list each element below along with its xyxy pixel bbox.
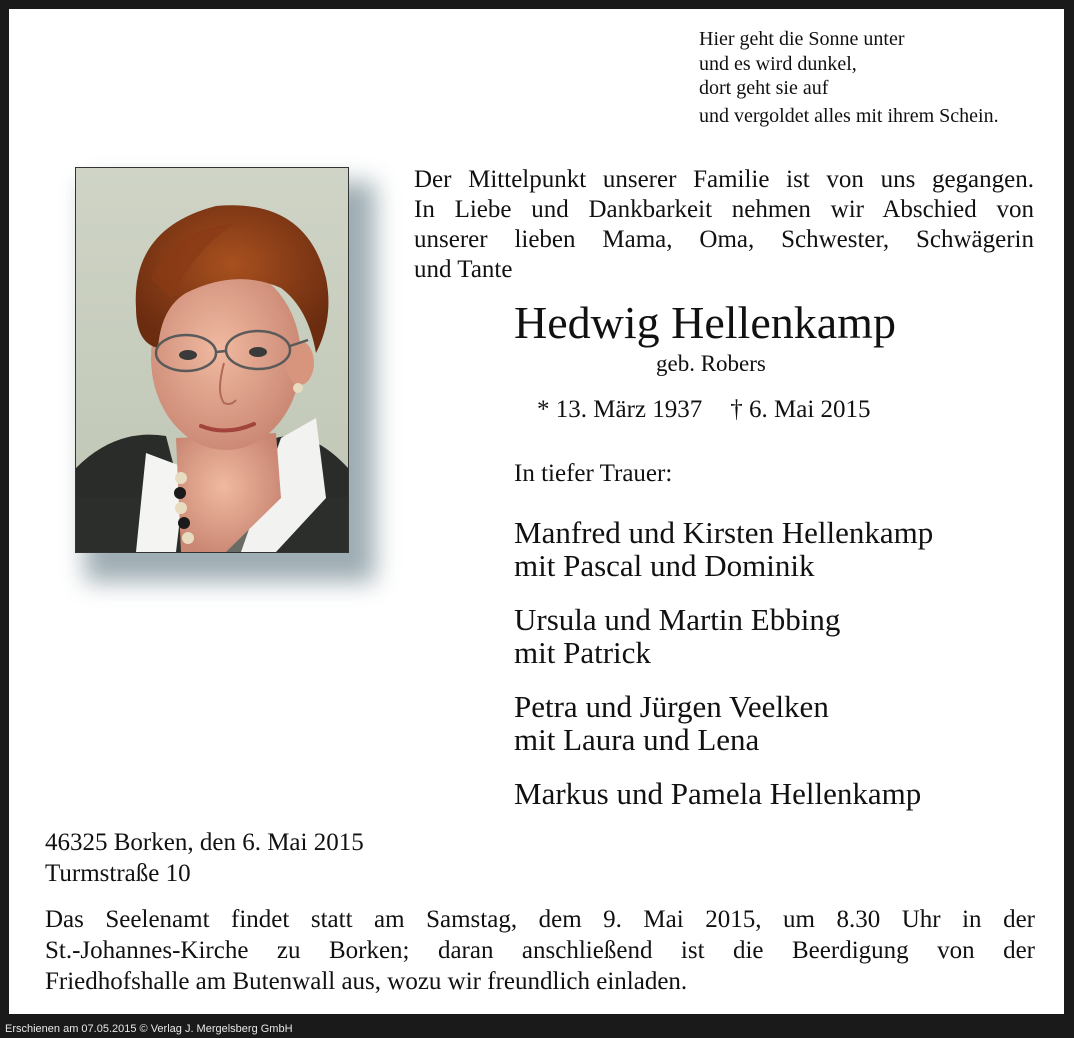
intro-line: Der Mittelpunkt unserer Familie ist von uns gegangen. [414, 166, 1034, 193]
mourner-children: mit Laura und Lena [514, 722, 760, 757]
mourner-names: Markus und Pamela Hellenkamp [514, 776, 922, 811]
mourner-names: Petra und Jürgen Veelken [514, 689, 829, 724]
poem-line: und es wird dunkel, [699, 52, 857, 75]
service-line: Das Seelenamt findet statt am Samstag, dem 9. Mai 2015, um 8.30 Uhr in der [45, 906, 1035, 933]
service-line: Friedhofshalle am Butenwall aus, wozu wir freundlich einladen. [45, 968, 688, 995]
publication-footer [0, 1020, 1074, 1038]
poem-line: Hier geht die Sonne unter [699, 28, 905, 50]
footer-text: Erschienen am 07.05.2015 © Verlag J. Mergelsberg GmbH [5, 1023, 293, 1035]
mourner-children: mit Patrick [514, 635, 651, 670]
intro-text [414, 165, 1034, 285]
mourner-names: Ursula und Martin Ebbing [514, 602, 841, 637]
birth-date: * 13. März 1937 [537, 396, 703, 423]
mourner-family [514, 516, 933, 582]
city-date: 46325 Borken, den 6. Mai 2015 [45, 829, 364, 856]
service-info [45, 904, 1035, 997]
intro-line: unserer lieben Mama, Oma, Schwester, Schwägerin [414, 226, 1034, 253]
service-line: St.-Johannes-Kirche zu Borken; daran anschließend ist die Beerdigung von der [45, 937, 1035, 964]
mourner-names: Manfred und Kirsten Hellenkamp [514, 515, 934, 550]
mourner-children: mit Pascal und Dominik [514, 548, 815, 583]
mourners-list [514, 516, 933, 831]
intro-line: und Tante [414, 256, 513, 283]
place-and-address [45, 827, 364, 889]
poem [699, 27, 1059, 128]
street-address: Turmstraße 10 [45, 860, 191, 887]
intro-line: In Liebe und Dankbarkeit nehmen wir Abschied von [414, 196, 1034, 223]
mourner-family [514, 690, 933, 756]
poem-line: dort geht sie auf [699, 77, 829, 99]
mourner-family [514, 777, 933, 810]
obituary-notice [9, 9, 1064, 1014]
poem-line: und vergoldet alles mit ihrem Schein. [699, 104, 999, 127]
portrait-photo [75, 167, 349, 553]
mourner-family [514, 603, 933, 669]
life-dates [537, 396, 871, 424]
death-date: † 6. Mai 2015 [730, 396, 871, 423]
deceased-name: Hedwig Hellenkamp [514, 297, 896, 348]
mourning-label: In tiefer Trauer: [514, 460, 673, 487]
maiden-name: geb. Robers [656, 351, 766, 376]
